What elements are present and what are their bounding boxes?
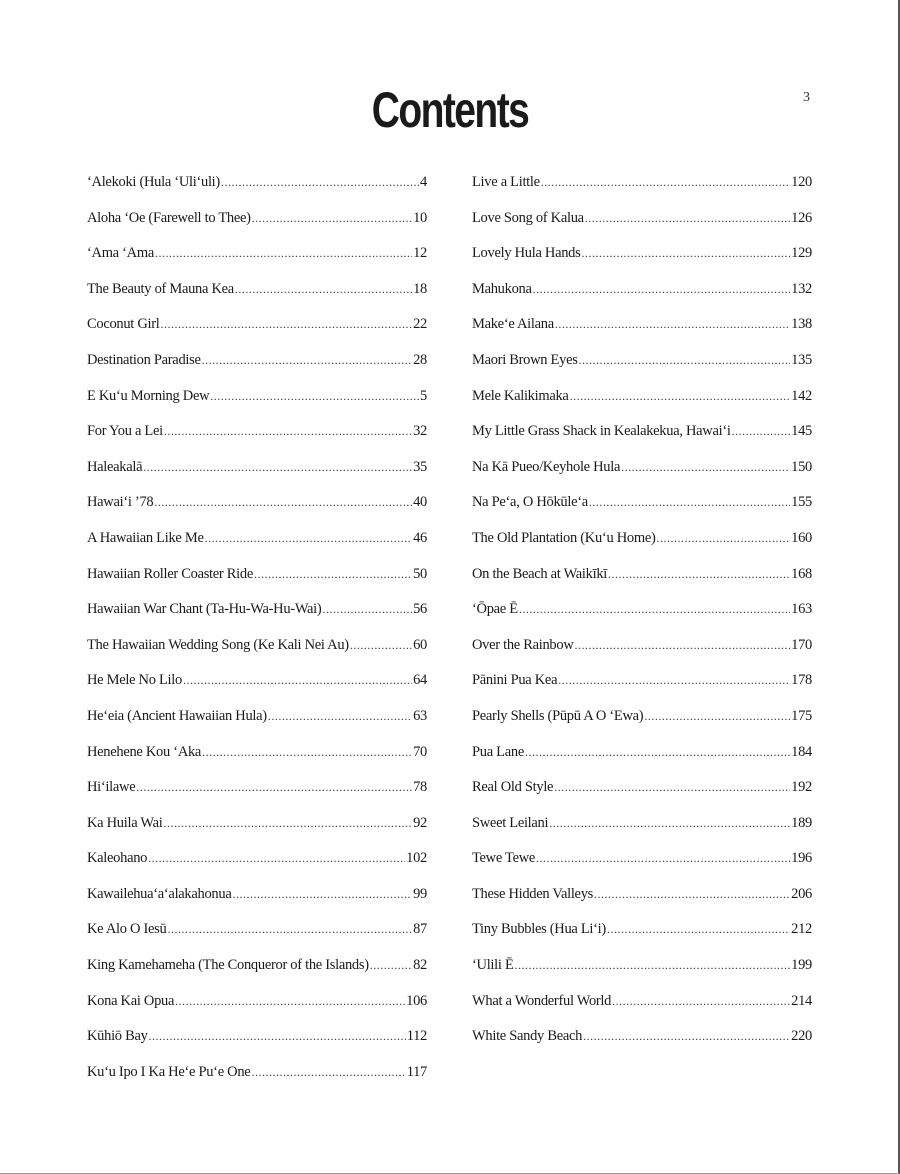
toc-entry-page: 126	[791, 209, 812, 226]
dot-leader	[136, 776, 412, 798]
dot-leader	[581, 242, 790, 264]
toc-entry-title: Ku‘u Ipo I Ka He‘e Pu‘e One	[87, 1063, 251, 1080]
dot-leader	[210, 385, 419, 407]
dot-leader	[515, 954, 791, 976]
toc-entry-title: What a Wonderful World	[472, 992, 612, 1009]
toc-entry-page: 56	[413, 601, 427, 618]
toc-entry[interactable]	[472, 207, 812, 243]
dot-leader	[558, 669, 790, 691]
toc-entry-title: Real Old Style	[472, 779, 554, 796]
toc-entry-page: 70	[413, 743, 427, 760]
toc-entry[interactable]	[472, 456, 812, 492]
toc-entry-page: 60	[413, 636, 427, 653]
dot-leader	[589, 491, 790, 513]
toc-entry-title: Hawaiian War Chant (Ta-Hu-Wa-Hu-Wai)	[87, 601, 322, 618]
toc-entry-page: 87	[413, 921, 427, 938]
dot-leader	[164, 812, 413, 834]
toc-entry[interactable]	[87, 812, 427, 848]
dot-leader	[254, 563, 412, 585]
toc-entry-page: 145	[791, 423, 812, 440]
dot-leader	[541, 171, 790, 193]
toc-entry-title: Lovely Hula Hands	[472, 245, 581, 262]
toc-entry-page: 206	[791, 885, 812, 902]
toc-entry[interactable]	[87, 242, 427, 278]
dot-leader	[161, 313, 413, 335]
toc-entry-page: 28	[413, 351, 427, 368]
toc-entry[interactable]	[87, 491, 427, 527]
dot-leader	[268, 705, 412, 727]
toc-entry[interactable]	[87, 598, 427, 634]
toc-entry-page: 192	[791, 779, 812, 796]
toc-entry[interactable]	[472, 385, 812, 421]
toc-entry[interactable]	[87, 1061, 427, 1097]
dot-leader	[732, 420, 791, 442]
toc-entry-title: Over the Rainbow	[472, 636, 574, 653]
toc-entry-title: Pua Lane	[472, 743, 524, 760]
dot-leader	[549, 812, 790, 834]
toc-entry-page: 46	[413, 529, 427, 546]
toc-entry-title: Maori Brown Eyes	[472, 351, 578, 368]
dot-leader	[594, 883, 790, 905]
toc-entry-title: ‘Alekoki (Hula ‘Uli‘uli)	[87, 174, 220, 190]
toc-entry-page: 120	[791, 174, 812, 190]
dot-leader	[350, 634, 412, 656]
toc-entry[interactable]	[87, 741, 427, 777]
toc-entry-page: 40	[413, 494, 427, 511]
toc-entry[interactable]	[472, 491, 812, 527]
dot-leader	[555, 313, 790, 335]
toc-entry[interactable]	[472, 598, 812, 634]
toc-entry-page: 5	[420, 387, 427, 404]
toc-entry[interactable]	[87, 385, 427, 421]
toc-entry[interactable]	[87, 669, 427, 705]
toc-entry-title: A Hawaiian Like Me	[87, 529, 204, 546]
toc-entry-title: Pearly Shells (Pūpū A O ‘Ewa)	[472, 707, 644, 724]
toc-entry-page: 92	[413, 814, 427, 831]
dot-leader	[154, 491, 412, 513]
toc-entry-page: 35	[413, 458, 427, 475]
dot-leader	[570, 385, 791, 407]
dot-leader	[235, 278, 412, 300]
toc-entry[interactable]	[472, 349, 812, 385]
toc-entry[interactable]	[472, 313, 812, 349]
toc-entry-page: 150	[791, 458, 812, 475]
toc-entry-title: Pānini Pua Kea	[472, 672, 558, 689]
toc-entry-page: 18	[413, 280, 427, 297]
toc-entry-title: Hawaiian Roller Coaster Ride	[87, 565, 253, 582]
toc-entry-page: 175	[791, 707, 812, 724]
toc-entry-title: Hi‘ilawe	[87, 779, 136, 796]
dot-leader	[202, 741, 412, 763]
toc-entry-page: 199	[791, 957, 812, 974]
dot-leader	[554, 776, 790, 798]
dot-leader	[164, 420, 412, 442]
toc-entry-page: 78	[413, 779, 427, 796]
toc-entry-page: 4	[420, 174, 427, 190]
dot-leader	[232, 883, 412, 905]
toc-entry-title: The Beauty of Mauna Kea	[87, 280, 234, 297]
toc-entry-page: 12	[413, 245, 427, 262]
dot-leader	[205, 527, 412, 549]
toc-entry[interactable]	[472, 669, 812, 705]
toc-entry[interactable]	[472, 705, 812, 741]
toc-entry-page: 160	[791, 529, 812, 546]
toc-entry-page: 178	[791, 672, 812, 689]
toc-entry[interactable]	[472, 1025, 812, 1061]
dot-leader	[575, 634, 791, 656]
dot-leader	[536, 847, 790, 869]
dot-leader	[155, 242, 412, 264]
toc-entry-title: Ke Alo O Iesū	[87, 921, 167, 938]
toc-entry[interactable]	[472, 242, 812, 278]
toc-entry[interactable]	[87, 634, 427, 670]
toc-entry[interactable]	[87, 918, 427, 954]
toc-entry-title: Kona Kai Opua	[87, 992, 175, 1009]
toc-entry-title: The Old Plantation (Ku‘u Home)	[472, 529, 656, 546]
toc-entry-page: 142	[791, 387, 812, 404]
toc-entry-title: ‘Ulili Ē	[472, 957, 514, 974]
dot-leader	[525, 741, 790, 763]
dot-leader	[202, 349, 412, 371]
toc-entry-title: Mele Kalikimaka	[472, 387, 569, 404]
dot-leader	[148, 847, 405, 869]
dot-leader	[612, 990, 790, 1012]
dot-leader	[149, 1025, 406, 1047]
toc-entry-page: 10	[413, 209, 427, 226]
toc-entry[interactable]	[87, 313, 427, 349]
toc-entry-title: Aloha ‘Oe (Farewell to Thee)	[87, 209, 251, 226]
toc-entry[interactable]	[472, 776, 812, 812]
toc-entry[interactable]	[472, 847, 812, 883]
toc-entry[interactable]	[87, 705, 427, 741]
toc-entry-page: 129	[791, 245, 812, 262]
toc-entry-page: 117	[406, 1063, 427, 1080]
toc-entry-title: Haleakalā	[87, 458, 143, 475]
toc-entry-title: Kawailehua‘a‘alakahonua	[87, 885, 232, 902]
toc-entry-title: Kūhiō Bay	[87, 1028, 148, 1045]
toc-entry[interactable]	[87, 990, 427, 1026]
toc-entry-title: Henehene Kou ‘Aka	[87, 743, 202, 760]
toc-entry[interactable]	[87, 527, 427, 563]
toc-entry[interactable]	[87, 954, 427, 990]
toc-entry-title: White Sandy Beach	[472, 1028, 583, 1045]
toc-entry[interactable]	[87, 563, 427, 599]
toc-column-right	[472, 171, 812, 1061]
toc-entry[interactable]	[87, 420, 427, 456]
dot-leader	[221, 171, 419, 193]
dot-leader	[167, 918, 412, 940]
dot-leader	[608, 563, 790, 585]
toc-entry-title: Make‘e Ailana	[472, 316, 554, 333]
toc-entry-title: On the Beach at Waikīkī	[472, 565, 608, 582]
toc-entry-title: Live a Little	[472, 174, 540, 190]
toc-entry[interactable]	[87, 171, 427, 207]
toc-entry-page: 63	[413, 707, 427, 724]
toc-entry-title: These Hidden Valleys	[472, 885, 593, 902]
toc-entry[interactable]	[472, 527, 812, 563]
dot-leader	[175, 990, 405, 1012]
toc-entry-page: 184	[791, 743, 812, 760]
toc-entry-title: He Mele No Lilo	[87, 672, 182, 689]
toc-entry[interactable]	[472, 990, 812, 1026]
toc-entry-title: Na Pe‘a, O Hōkūle‘a	[472, 494, 588, 511]
toc-entry-page: 212	[791, 921, 812, 938]
toc-entry-page: 163	[791, 601, 812, 618]
toc-entry[interactable]	[472, 741, 812, 777]
toc-entry[interactable]	[472, 883, 812, 919]
dot-leader	[621, 456, 790, 478]
toc-entry-page: 138	[791, 316, 812, 333]
dot-leader	[644, 705, 790, 727]
toc-entry-title: Coconut Girl	[87, 316, 160, 333]
dot-leader	[322, 598, 412, 620]
toc-entry[interactable]	[87, 1025, 427, 1061]
toc-entry-title: The Hawaiian Wedding Song (Ke Kali Nei Au)	[87, 636, 349, 653]
toc-entry-title: Kaleohano	[87, 850, 148, 867]
toc-entry[interactable]	[87, 883, 427, 919]
toc-entry-page: 168	[791, 565, 812, 582]
dot-leader	[607, 918, 790, 940]
toc-entry-page: 155	[791, 494, 812, 511]
page-number: 3	[803, 90, 810, 105]
toc-entry[interactable]	[87, 847, 427, 883]
toc-entry-title: Tewe Tewe	[472, 850, 536, 867]
toc-entry-page: 112	[406, 1028, 427, 1045]
dot-leader	[251, 1061, 405, 1083]
toc-entry-title: He‘eia (Ancient Hawaiian Hula)	[87, 707, 267, 724]
toc-entry-title: Hawai‘i ’78	[87, 494, 154, 511]
dot-leader	[370, 954, 412, 976]
toc-entry-page: 102	[406, 850, 427, 867]
toc-entry-title: Destination Paradise	[87, 351, 201, 368]
toc-entry[interactable]	[472, 918, 812, 954]
toc-entry[interactable]	[472, 278, 812, 314]
toc-entry-page: 214	[791, 992, 812, 1009]
toc-entry-page: 132	[791, 280, 812, 297]
toc-entry[interactable]	[472, 563, 812, 599]
toc-entry[interactable]	[472, 171, 812, 207]
dot-leader	[657, 527, 791, 549]
toc-entry-title: Ka Huila Wai	[87, 814, 163, 831]
toc-entry[interactable]	[87, 456, 427, 492]
toc-entry-page: 189	[791, 814, 812, 831]
dot-leader	[583, 1025, 790, 1047]
toc-entry-page: 99	[413, 885, 427, 902]
toc-entry-title: Love Song of Kalua	[472, 209, 584, 226]
dot-leader	[252, 207, 412, 229]
toc-entry-title: E Ku‘u Morning Dew	[87, 387, 210, 404]
toc-entry-title: King Kamehameha (The Conqueror of the Islands)	[87, 957, 369, 974]
toc-entry-title: Na Kā Pueo/Keyhole Hula	[472, 458, 621, 475]
toc-entry-page: 82	[413, 957, 427, 974]
toc-entry[interactable]	[472, 420, 812, 456]
dot-leader	[183, 669, 412, 691]
toc-entry-title: ‘Ama ‘Ama	[87, 245, 154, 262]
dot-leader	[585, 207, 790, 229]
toc-entry-page: 196	[791, 850, 812, 867]
toc-entry[interactable]	[87, 278, 427, 314]
toc-entry[interactable]	[87, 207, 427, 243]
toc-entry-title: ‘Ōpae Ē	[472, 601, 518, 618]
toc-entry-page: 135	[791, 351, 812, 368]
toc-entry-title: Sweet Leilani	[472, 814, 549, 831]
toc-entry[interactable]	[87, 776, 427, 812]
toc-entry-page: 170	[791, 636, 812, 653]
toc-entry[interactable]	[472, 954, 812, 990]
toc-entry[interactable]	[87, 349, 427, 385]
toc-entry-page: 22	[413, 316, 427, 333]
toc-entry-page: 64	[413, 672, 427, 689]
toc-entry-page: 50	[413, 565, 427, 582]
dot-leader	[579, 349, 791, 371]
toc-entry-title: For You a Lei	[87, 423, 163, 440]
toc-entry-page: 106	[406, 992, 427, 1009]
dot-leader	[533, 278, 791, 300]
toc-column-left	[87, 171, 427, 1096]
toc-entry-title: Tiny Bubbles (Hua Li‘i)	[472, 921, 606, 938]
toc-entry[interactable]	[472, 812, 812, 848]
toc-entry-page: 220	[791, 1028, 812, 1045]
toc-entry-title: My Little Grass Shack in Kealakekua, Hawai‘i	[472, 423, 731, 440]
toc-entry-page: 32	[413, 423, 427, 440]
dot-leader	[519, 598, 790, 620]
toc-entry[interactable]	[472, 634, 812, 670]
dot-leader	[143, 456, 412, 478]
toc-entry-title: Mahukona	[472, 280, 532, 297]
page-title: Contents	[371, 82, 529, 138]
